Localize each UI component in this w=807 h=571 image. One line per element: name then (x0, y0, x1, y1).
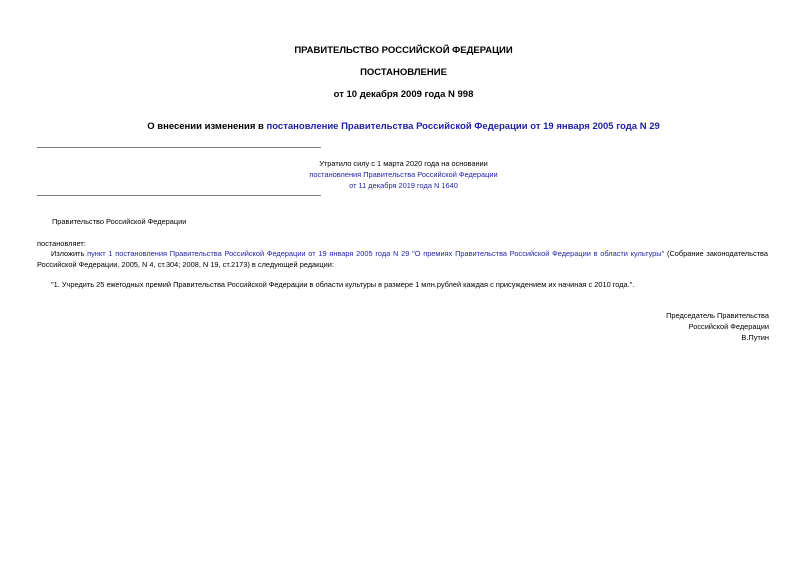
p1-prefix: Изложить (51, 249, 88, 258)
government-heading: ПРАВИТЕЛЬСТВО РОССИЙСКОЙ ФЕДЕРАЦИИ (294, 45, 513, 56)
resolves-text: постановляет: (37, 239, 86, 248)
title-prefix: О внесении изменения в (147, 121, 267, 132)
signature-position-1: Председатель Правительства (666, 311, 769, 320)
repeal-notice-link-2[interactable]: от 11 декабря 2019 года N 1640 (349, 181, 458, 190)
p1-suffix: (Собрание законодательства Российской Федерации, 2005, N 4, ст.304; 2008, N 19, ст.2173) в следующей редакции: (37, 249, 769, 269)
document-type: ПОСТАНОВЛЕНИЕ (360, 67, 447, 78)
document-title (0, 121, 807, 132)
document-date-number: от 10 декабря 2009 года N 998 (333, 89, 474, 100)
paragraph-2: "1. Учредить 25 ежегодных премий Правительства Российской Федерации в области культуры в размере 1 млн.рублей каждая с присуждением их начиная с 2010 года.". (51, 280, 635, 289)
title-link[interactable]: постановление Правительства Российской Федерации от 19 января 2005 года N 29 (266, 121, 660, 132)
repeal-notice-line: Утратило силу с 1 марта 2020 года на основании (319, 159, 488, 168)
repeal-notice-link-1[interactable]: постановления Правительства Российской Федерации (309, 170, 498, 179)
paragraph-1 (37, 248, 768, 270)
issuer-text: Правительство Российской Федерации (52, 217, 187, 226)
p1-link[interactable]: пункт 1 постановления Правительства Российской Федерации от 19 января 2005 года N 29 "О премиях Правительства Российской Федерации в области культуры" (87, 249, 665, 258)
bottom-divider (37, 195, 321, 196)
top-divider (37, 147, 321, 148)
signature-position-2: Российской Федерации (688, 322, 769, 331)
signature-name: В.Путин (741, 333, 769, 342)
